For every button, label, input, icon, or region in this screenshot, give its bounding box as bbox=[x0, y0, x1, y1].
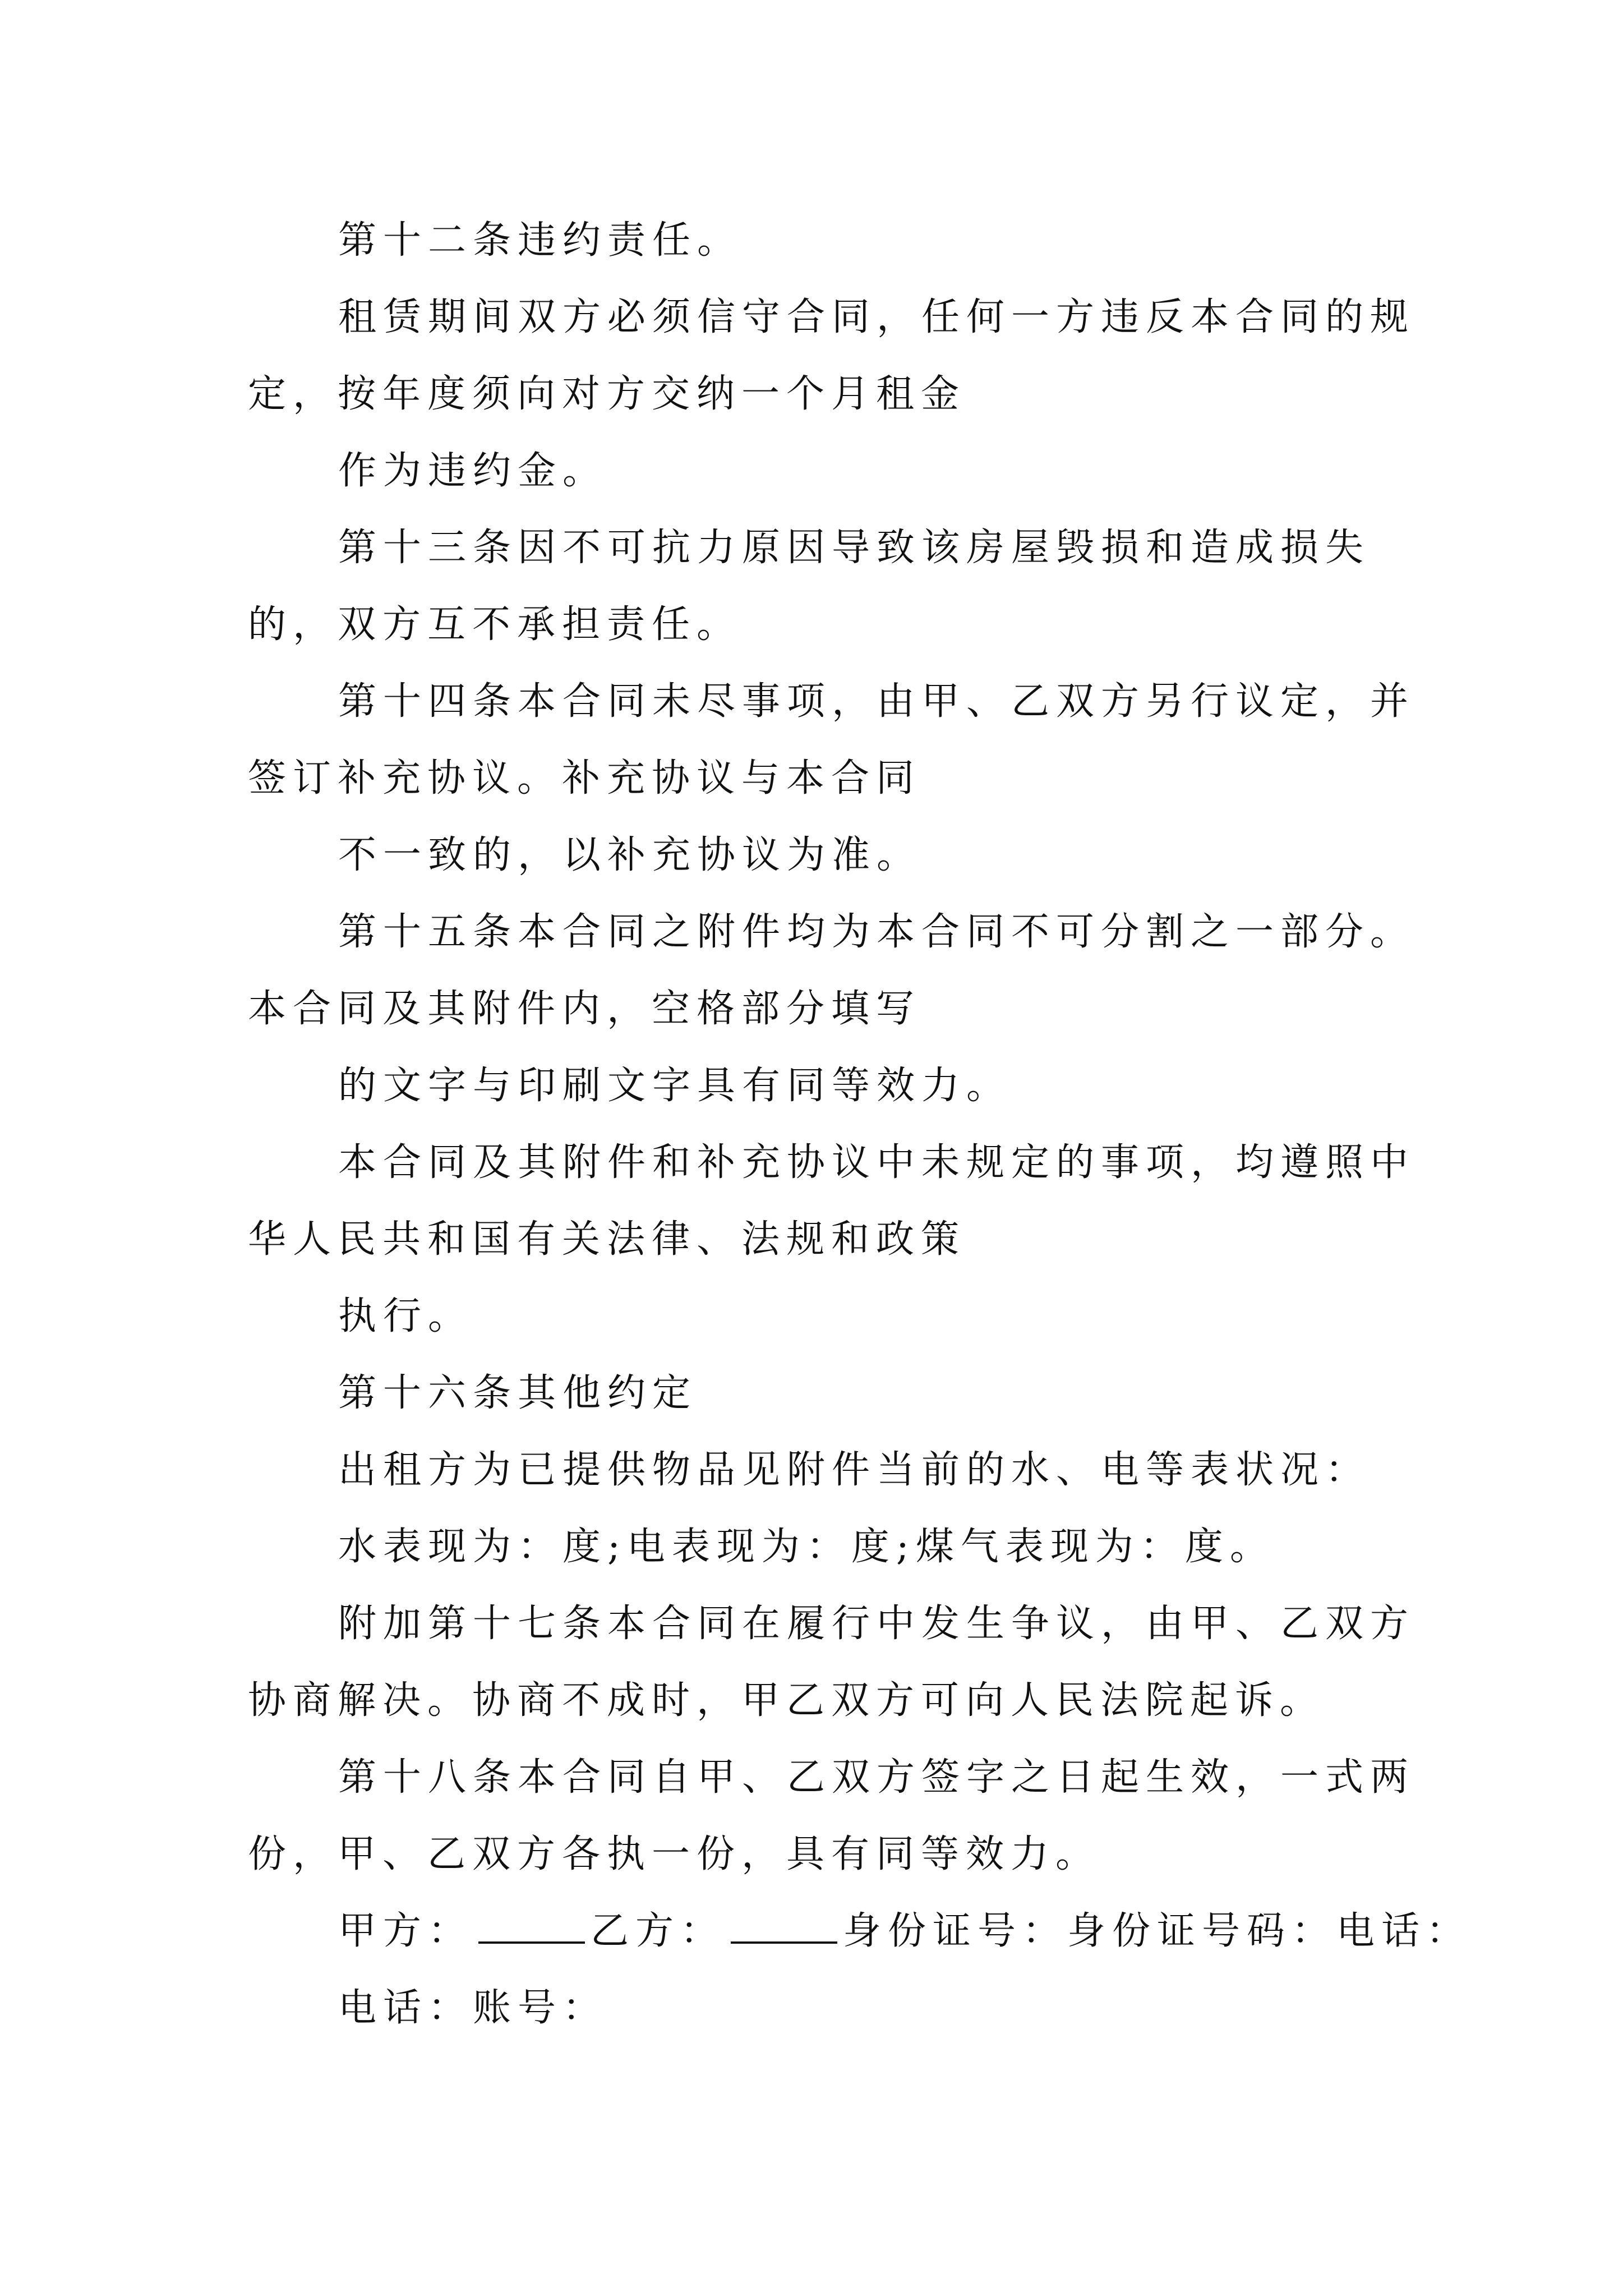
party-b-label: 乙方： bbox=[591, 1909, 726, 1953]
article-16-title: 第十六条其他约定 bbox=[338, 1371, 698, 1415]
signature-details: 身份证号：身份证号码：电话： bbox=[843, 1909, 1472, 1953]
paragraph-line: 本合同及其附件内，空格部分填写 bbox=[248, 987, 921, 1031]
article-18-line: 第十八条本合同自甲、乙双方签字之日起生效，一式两 bbox=[338, 1755, 1415, 1800]
contact-line: 电话：账号： bbox=[338, 1986, 608, 2030]
paragraph-line: 华人民共和国有关法律、法规和政策 bbox=[248, 1217, 966, 1262]
article-15-line: 第十五条本合同之附件均为本合同不可分割之一部分。 bbox=[338, 910, 1415, 954]
paragraph-line: 执行。 bbox=[338, 1294, 473, 1338]
party-a-label: 甲方： bbox=[338, 1909, 473, 1953]
paragraph-line: 不一致的，以补充协议为准。 bbox=[338, 833, 922, 877]
article-17-line: 附加第十七条本合同在履行中发生争议，由甲、乙双方 bbox=[338, 1602, 1415, 1646]
meter-readings-line: 水表现为：度;电表现为：度;煤气表现为：度。 bbox=[338, 1525, 1275, 1569]
paragraph-line: 定，按年度须向对方交纳一个月租金 bbox=[248, 372, 966, 416]
article-12-title: 第十二条违约责任。 bbox=[338, 218, 743, 263]
paragraph-line: 的文字与印刷文字具有同等效力。 bbox=[338, 1064, 1012, 1108]
paragraph-line: 份，甲、乙双方各执一份，具有同等效力。 bbox=[248, 1832, 1101, 1876]
party-a-blank[interactable] bbox=[478, 1939, 585, 1944]
paragraph-line: 本合同及其附件和补充协议中未规定的事项，均遵照中 bbox=[338, 1140, 1415, 1185]
paragraph-line: 签订补充协议。补充协议与本合同 bbox=[248, 756, 921, 800]
paragraph-line: 出租方为已提供物品见附件当前的水、电等表状况： bbox=[338, 1448, 1371, 1492]
article-14-line: 第十四条本合同未尽事项，由甲、乙双方另行议定，并 bbox=[338, 679, 1415, 724]
paragraph-line: 租赁期间双方必须信守合同，任何一方违反本合同的规 bbox=[338, 295, 1415, 339]
article-13-line: 第十三条因不可抗力原因导致该房屋毁损和造成损失 bbox=[338, 526, 1371, 570]
party-b-blank[interactable] bbox=[731, 1939, 837, 1944]
paragraph-line: 的，双方互不承担责任。 bbox=[248, 602, 742, 647]
paragraph-line: 协商解决。协商不成时，甲乙双方可向人民法院起诉。 bbox=[248, 1678, 1325, 1723]
signature-line bbox=[338, 1909, 1472, 1953]
paragraph-line: 作为违约金。 bbox=[338, 449, 608, 493]
